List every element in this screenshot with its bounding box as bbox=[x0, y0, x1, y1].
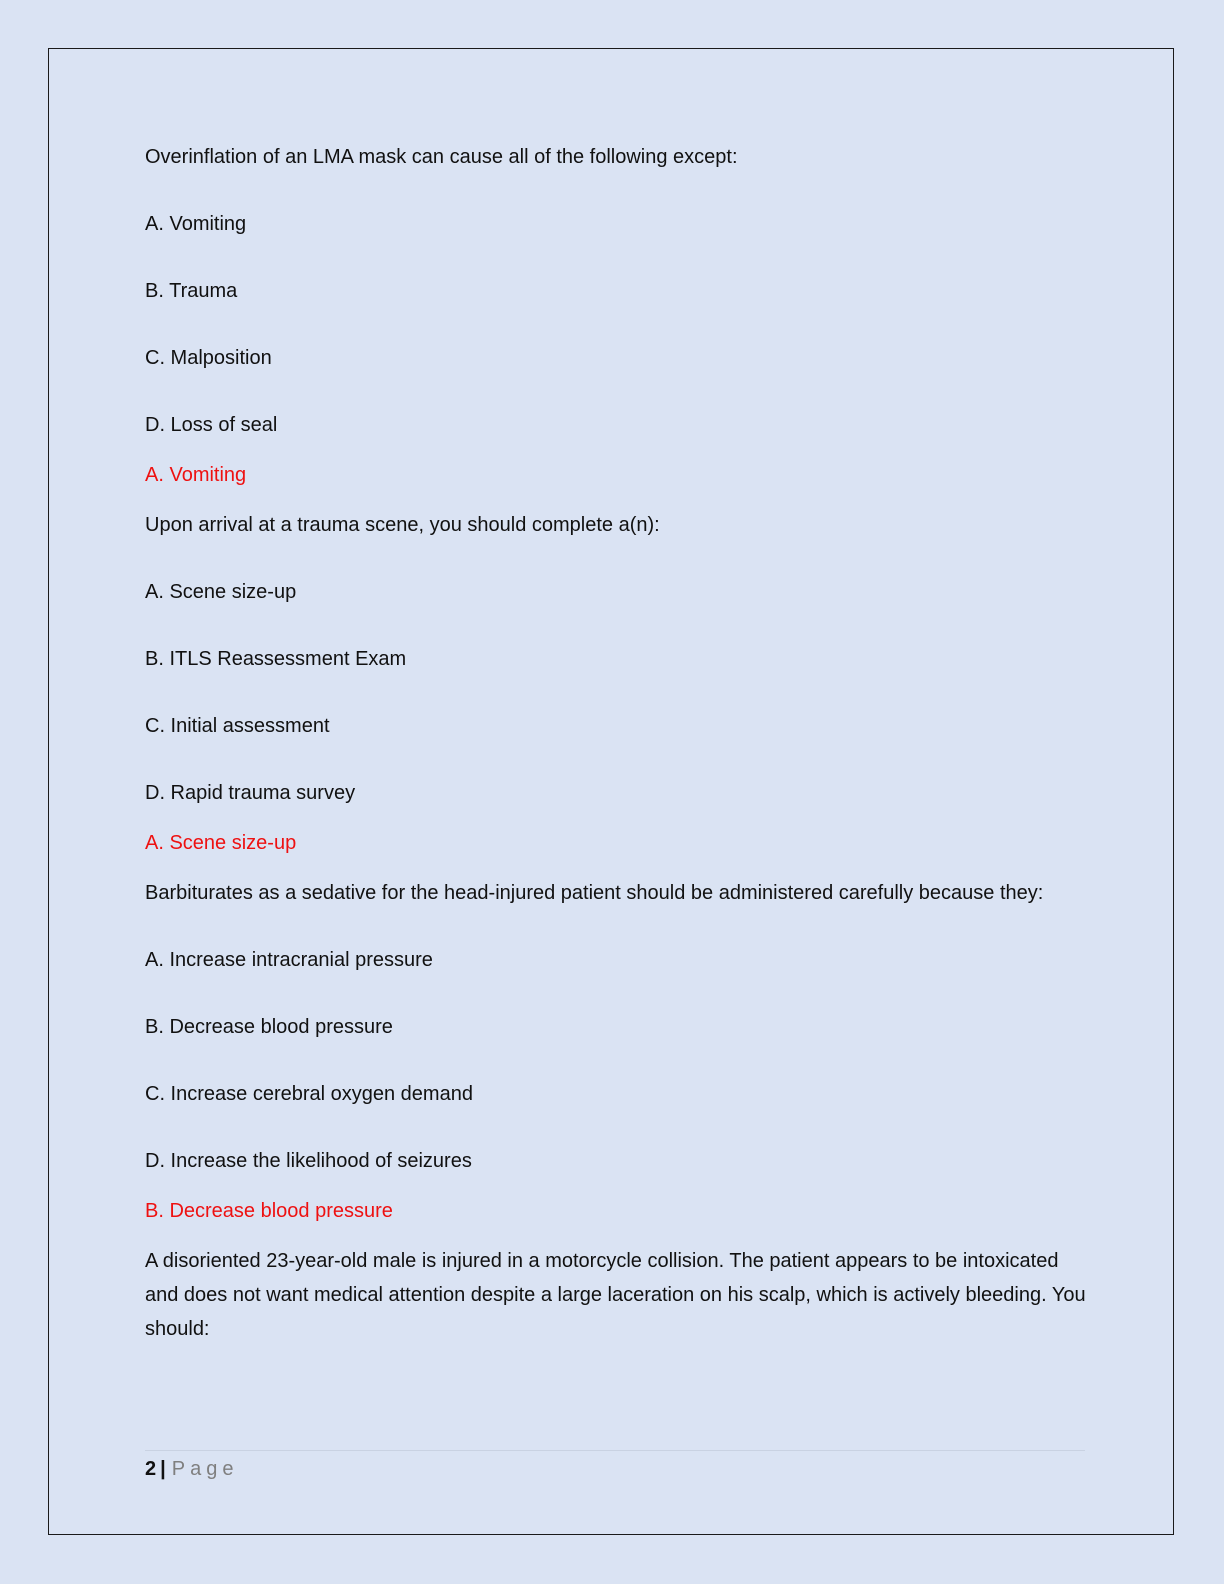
footer-divider bbox=[145, 1450, 1085, 1451]
answer-option: A. Vomiting bbox=[145, 213, 247, 235]
correct-answer: B. Decrease blood pressure bbox=[145, 1200, 393, 1222]
answer-option: D. Loss of seal bbox=[145, 414, 278, 436]
answer-option: B. ITLS Reassessment Exam bbox=[145, 648, 407, 670]
correct-answer: A. Scene size-up bbox=[145, 832, 297, 854]
page-footer bbox=[145, 1454, 238, 1484]
question-text: A disoriented 23-year-old male is injured in a motorcycle collision. The patient appears to be intoxicated and does not want medical attention despite a large laceration on his scalp, which is actively bleeding. You should: bbox=[145, 1250, 1086, 1340]
answer-option: D. Rapid trauma survey bbox=[145, 782, 356, 804]
answer-option: C. Malposition bbox=[145, 347, 272, 369]
question-text: Barbiturates as a sedative for the head-injured patient should be administered carefully because they: bbox=[145, 882, 1044, 904]
answer-option: B. Decrease blood pressure bbox=[145, 1016, 393, 1038]
question-text: Overinflation of an LMA mask can cause all of the following except: bbox=[145, 146, 738, 168]
answer-option: A. Scene size-up bbox=[145, 581, 297, 603]
answer-option: B. Trauma bbox=[145, 280, 238, 302]
answer-option: C. Initial assessment bbox=[145, 715, 330, 737]
correct-answer: A. Vomiting bbox=[145, 464, 247, 486]
footer-separator: | bbox=[160, 1458, 166, 1480]
page-label: Page bbox=[171, 1458, 239, 1480]
answer-option: C. Increase cerebral oxygen demand bbox=[145, 1083, 473, 1105]
answer-option: A. Increase intracranial pressure bbox=[145, 949, 433, 971]
page-number: 2 bbox=[145, 1458, 157, 1480]
question-text: Upon arrival at a trauma scene, you should complete a(n): bbox=[145, 514, 660, 536]
document-body bbox=[145, 140, 1090, 1346]
answer-option: D. Increase the likelihood of seizures bbox=[145, 1150, 472, 1172]
